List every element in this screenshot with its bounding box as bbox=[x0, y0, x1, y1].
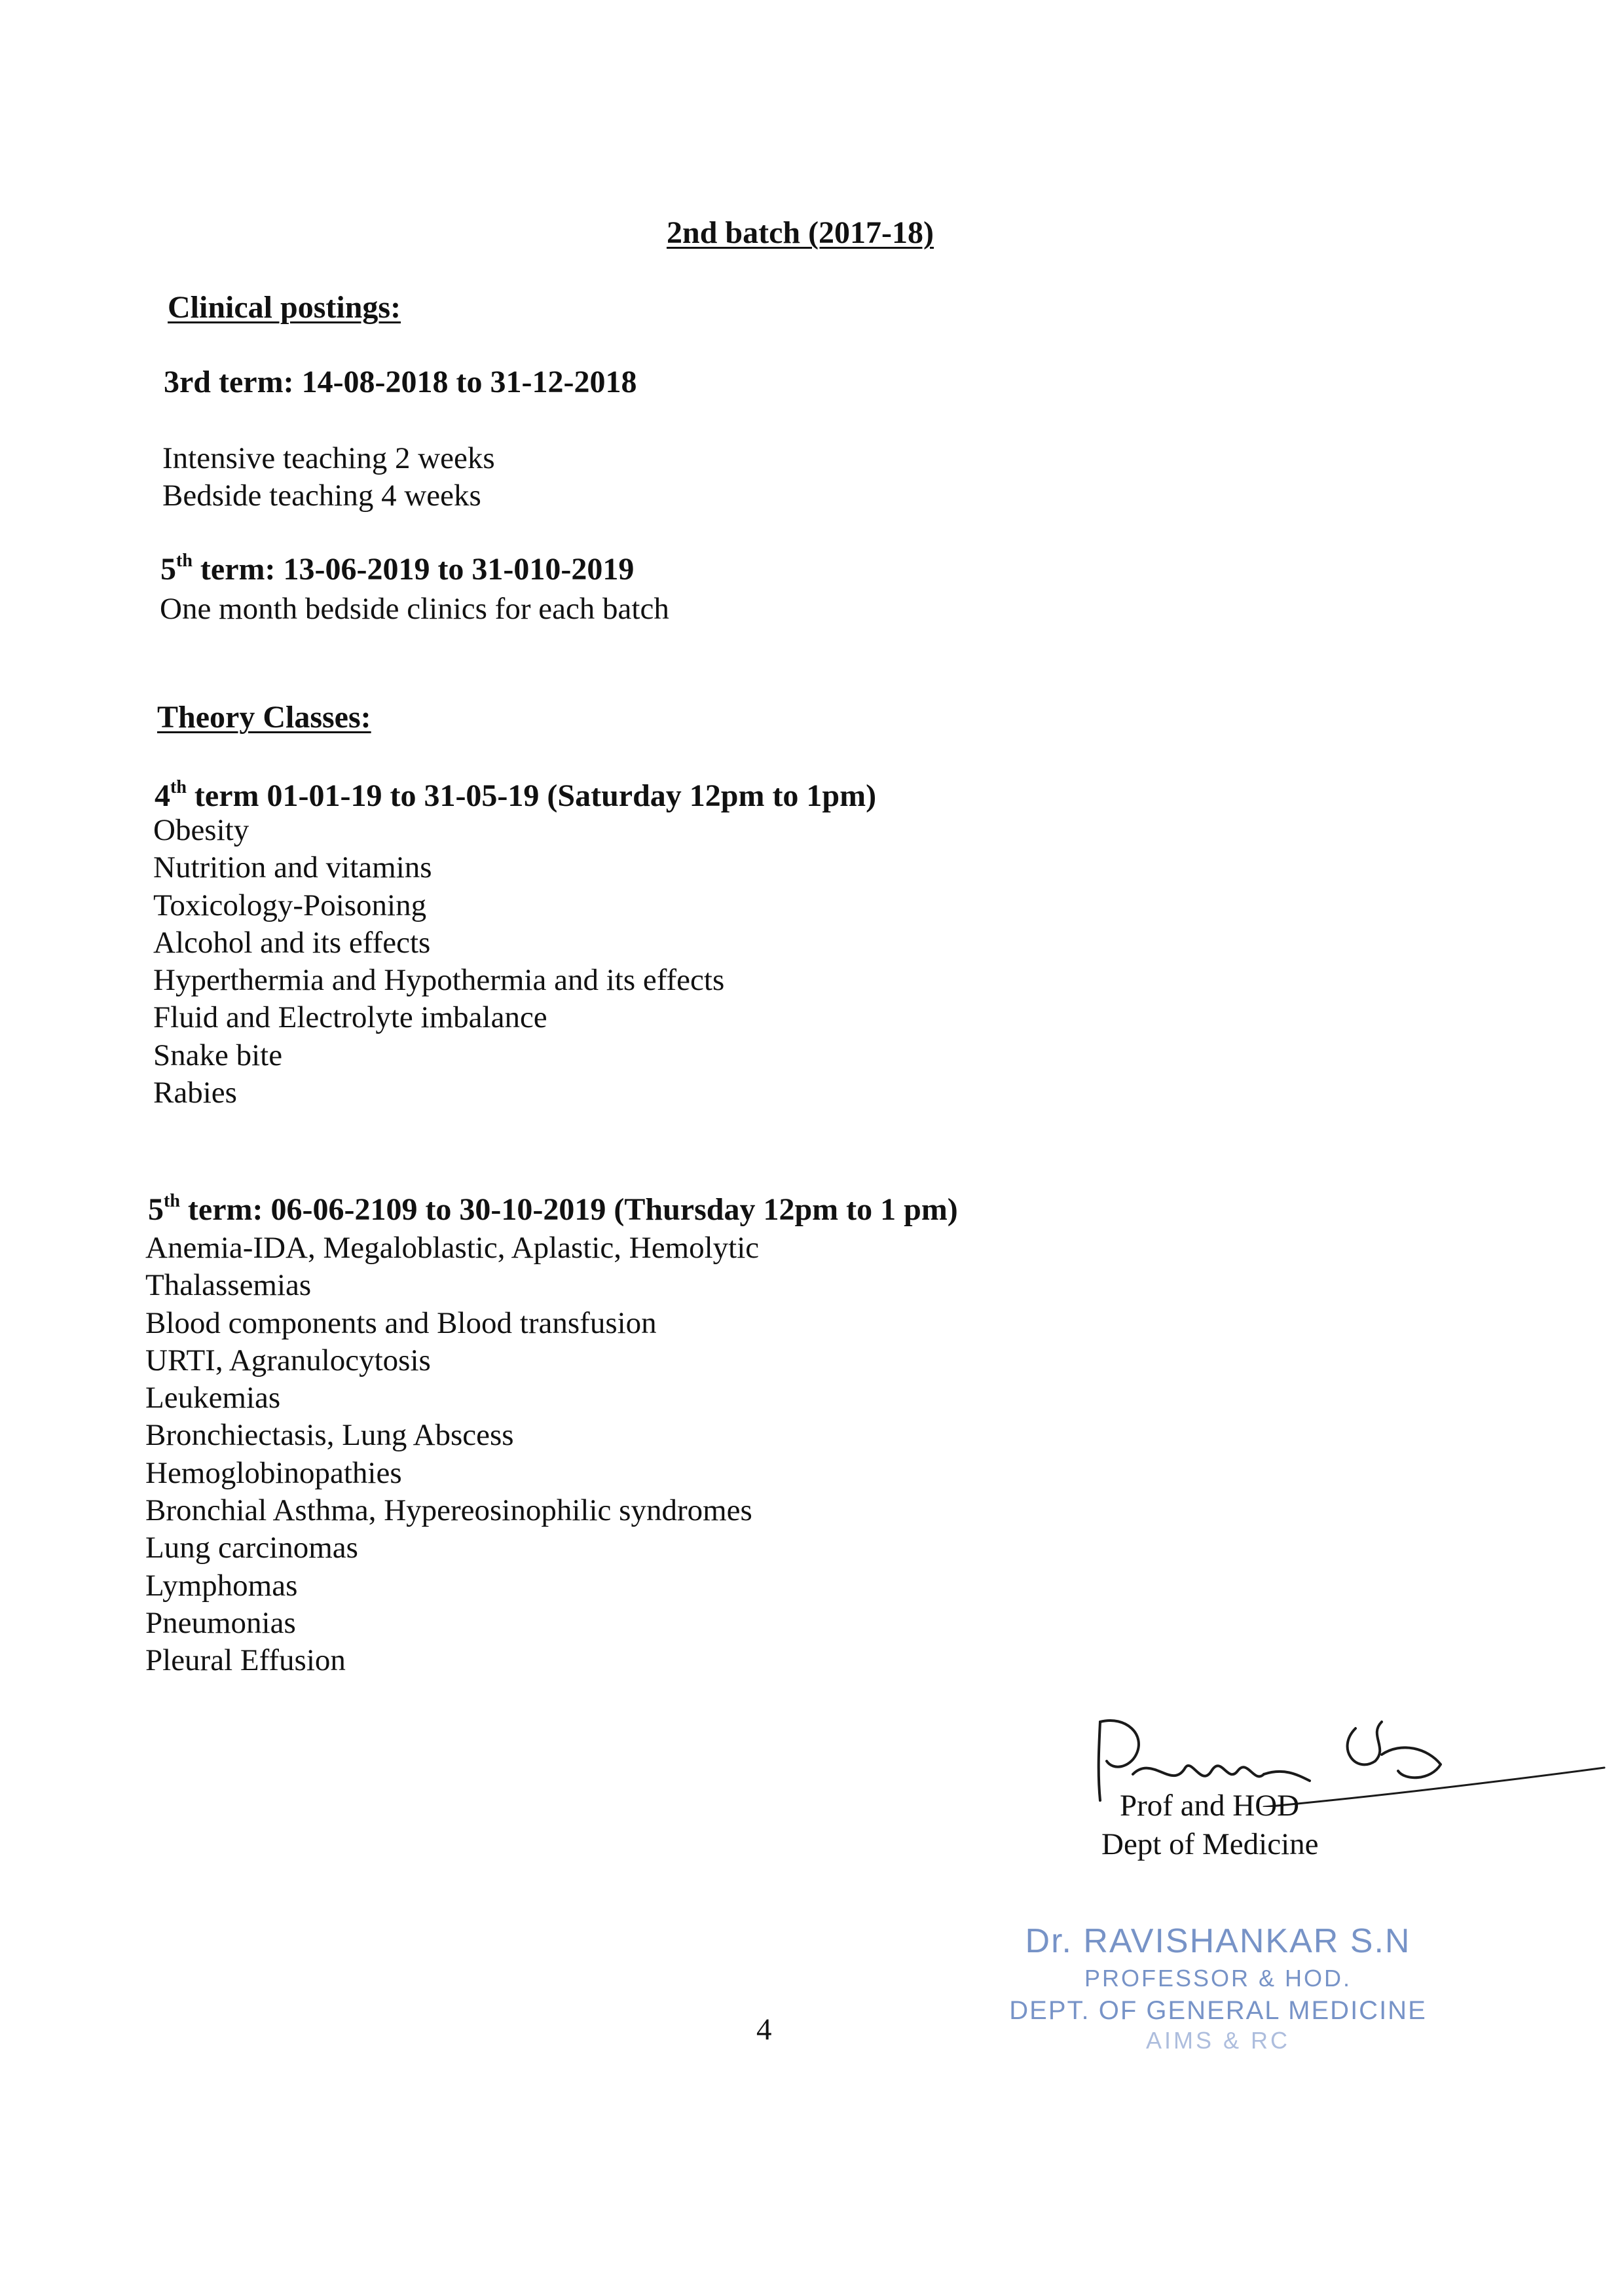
clinical-postings-heading: Clinical postings: bbox=[168, 290, 401, 325]
topic-item: Lymphomas bbox=[145, 1568, 298, 1603]
signature-block bbox=[1074, 1676, 1611, 1925]
batch-title: 2nd batch (2017-18) bbox=[667, 215, 934, 250]
clinical-term5-heading-text: term: 13-06-2019 to 31-010-2019 bbox=[192, 552, 635, 587]
topic-item: Obesity bbox=[153, 813, 249, 847]
theory-term4-heading-text: term 01-01-19 to 31-05-19 (Saturday 12pm to 1pm) bbox=[186, 778, 877, 813]
topic-item: Bronchiectasis, Lung Abscess bbox=[145, 1418, 514, 1453]
topic-item: Bronchial Asthma, Hypereosinophilic syndromes bbox=[145, 1493, 752, 1528]
theory-term4-sup: th bbox=[170, 777, 187, 797]
topic-item: Rabies bbox=[153, 1076, 237, 1110]
topic-item: Blood components and Blood transfusion bbox=[145, 1305, 657, 1340]
topic-item: Anemia-IDA, Megaloblastic, Aplastic, Hemolytic bbox=[145, 1231, 760, 1265]
clinical-term5-sup: th bbox=[176, 551, 193, 571]
theory-term4-topic-list bbox=[153, 812, 724, 1112]
stamp-role: PROFESSOR & HOD. bbox=[1084, 1965, 1352, 1992]
clinical-term5-ordinal: 5 bbox=[160, 552, 176, 587]
topic-item: URTI, Agranulocytosis bbox=[145, 1343, 431, 1377]
topic-item: Toxicology-Poisoning bbox=[153, 888, 427, 922]
topic-item: Hemoglobinopathies bbox=[145, 1455, 402, 1490]
theory-term5-heading-text: term: 06-06-2109 to 30-10-2019 (Thursday 12pm to 1 pm) bbox=[179, 1192, 958, 1227]
theory-term5-sup: th bbox=[164, 1191, 180, 1211]
topic-item: Lung carcinomas bbox=[145, 1531, 358, 1565]
topic-item: Thalassemias bbox=[145, 1268, 312, 1303]
theory-term5-heading bbox=[148, 1192, 958, 1228]
topic-item: Fluid and Electrolyte imbalance bbox=[153, 1000, 547, 1035]
page-number: 4 bbox=[756, 2013, 772, 2047]
topic-item: Pneumonias bbox=[145, 1605, 296, 1640]
theory-classes-heading: Theory Classes: bbox=[157, 700, 371, 735]
clinical-term5-line: One month bedside clinics for each batch bbox=[160, 592, 669, 626]
stamp-dept: DEPT. OF GENERAL MEDICINE bbox=[1009, 1996, 1427, 2025]
theory-term5-topic-list bbox=[145, 1230, 759, 1680]
topic-item: Leukemias bbox=[145, 1381, 281, 1415]
topic-item: Hyperthermia and Hypothermia and its effects bbox=[153, 963, 725, 998]
topic-item: Nutrition and vitamins bbox=[153, 850, 432, 885]
official-stamp bbox=[982, 1922, 1454, 2054]
stamp-inst: AIMS & RC bbox=[1145, 2027, 1291, 2054]
theory-term4-ordinal: 4 bbox=[155, 778, 170, 813]
signature-dept: Dept of Medicine bbox=[1101, 1827, 1319, 1861]
topic-item: Snake bite bbox=[153, 1038, 283, 1072]
clinical-term3-heading: 3rd term: 14-08-2018 to 31-12-2018 bbox=[164, 365, 637, 399]
theory-term5-ordinal: 5 bbox=[148, 1192, 164, 1227]
signature-title: Prof and HOD bbox=[1120, 1789, 1300, 1823]
stamp-name: Dr. RAVISHANKAR S.N bbox=[1025, 1922, 1411, 1960]
topic-item: Alcohol and its effects bbox=[153, 925, 431, 960]
clinical-term3-line-2: Bedside teaching 4 weeks bbox=[162, 479, 481, 513]
theory-term4-heading bbox=[155, 778, 876, 814]
clinical-term3-line-1: Intensive teaching 2 weeks bbox=[162, 441, 495, 475]
topic-item: Pleural Effusion bbox=[145, 1643, 346, 1678]
clinical-term5-heading bbox=[160, 551, 634, 587]
